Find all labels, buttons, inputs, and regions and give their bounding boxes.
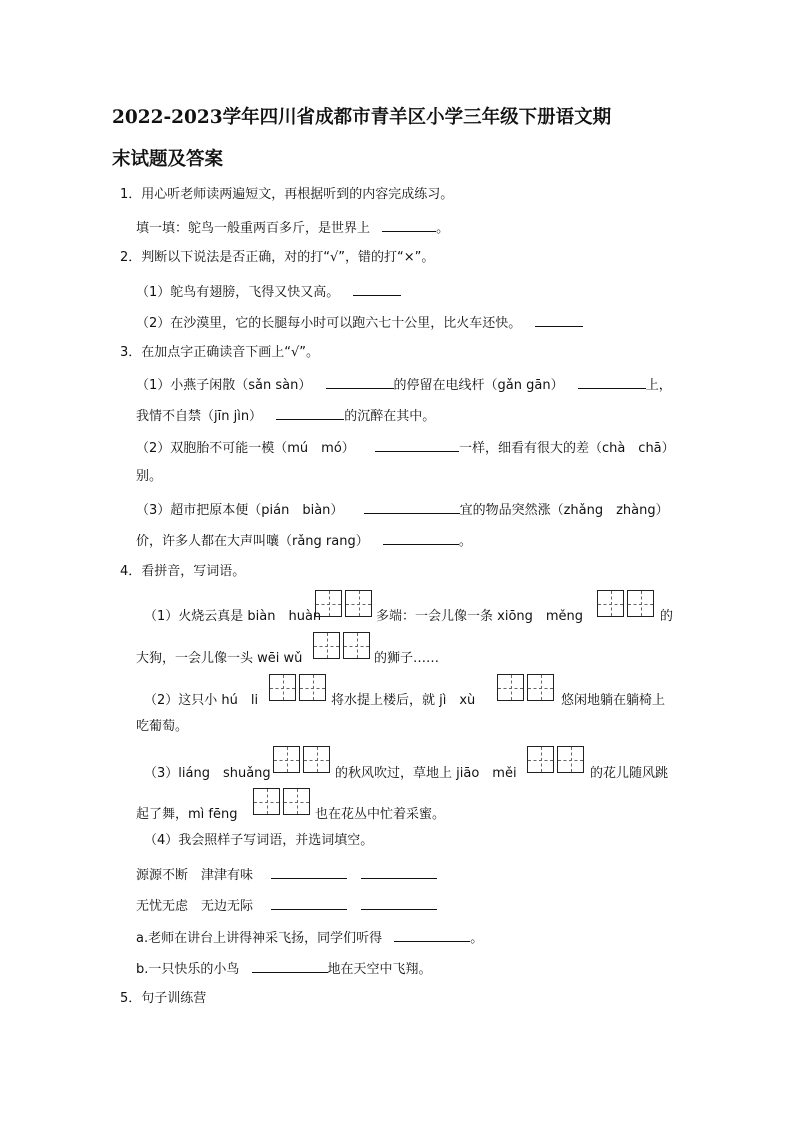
q2-item2 [136,312,583,333]
q4-blank-a[interactable] [394,927,470,942]
q1-stem: 1．用心听老师读两遍短文，再根据听到的内容完成练习。 [120,187,454,202]
writing-cell[interactable] [315,590,342,617]
q3-i1d: 我情不自禁（jīn jìn） [136,409,263,424]
q3-i1a: （1）小燕子闲散（sǎn sàn） [136,378,312,393]
q3-i3b: 宜的物品突然涨（zhǎng zhàng） [459,503,669,518]
q4-blank-b[interactable] [252,958,328,973]
q2-stem: 2．判断以下说法是否正确，对的打“√”，错的打“×”。 [120,250,435,265]
q4-p1e: 的狮子…… [374,651,440,666]
q3-i3d: 。 [458,534,472,549]
writing-cell[interactable] [345,590,372,617]
writing-cell[interactable] [627,590,654,617]
q3-blank-5[interactable] [364,499,460,514]
q3-i3c: 价，许多人都在大声叫嚷（rǎng rang） [136,534,369,549]
q3-item3-line1 [136,499,669,520]
q4-sentence-a [136,927,483,948]
writing-cell[interactable] [527,746,554,773]
q1-fill-text: 填一填：鸵鸟一般重两百多斤，是世界上 [136,221,371,236]
writing-cell[interactable] [313,632,340,659]
q4-p2b: 将水提上楼后，就 jì xù [331,693,476,708]
q3-i2a: （2）双胞胎不可能一模（mú mó） [136,441,355,456]
q3-blank-3[interactable] [276,405,344,420]
q3-item1-line1 [136,374,672,395]
grid-jixu[interactable] [497,674,557,701]
q3-item3-line2 [136,530,472,551]
q4-p2c: 悠闲地躺在躺椅上 [561,693,666,708]
q3-blank-4[interactable] [375,437,459,452]
q4-p2d: 吃葡萄。 [136,719,189,734]
q3-stem: 3．在加点字正确读音下画上“√”。 [120,345,320,360]
writing-cell[interactable] [497,674,524,701]
q3-item1-line2 [136,405,435,426]
q4-p2a: （2）这只小 hú li [144,693,259,708]
q4-p1c: 的 [660,609,674,624]
writing-cell[interactable] [253,788,280,815]
q2-item2-blank[interactable] [535,312,583,327]
writing-cell[interactable] [343,632,370,659]
q4-blank-1[interactable] [271,864,347,879]
q4-p3e: 也在花丛中忙着采蜜。 [315,807,446,822]
writing-cell[interactable] [597,590,624,617]
q4-ex2: 无忧无虑 无边无际 [136,899,254,914]
q1-fill-end: 。 [436,221,450,236]
q4-sa-end: 。 [470,931,484,946]
q1-blank[interactable] [382,217,436,232]
q4-p3b: 的秋风吹过，草地上 jiāo měi [335,766,517,781]
writing-cell[interactable] [527,674,554,701]
q3-item2-line1 [136,437,675,458]
q4-ex1: 源源不断 津津有味 [136,868,254,883]
q4-p1b: 多端：一会儿像一条 xiōng měng [376,609,584,624]
writing-cell[interactable] [283,788,310,815]
doc-title-line1: 2022-2023学年四川省成都市青羊区小学三年级下册语文期 [112,107,612,128]
writing-cell[interactable] [303,746,330,773]
grid-xiongmeng[interactable] [597,590,657,617]
grid-bianhuan[interactable] [315,590,375,617]
q3-i2c: 别。 [136,469,163,484]
grid-weiwu[interactable] [313,632,373,659]
q3-i1e: 的沉醉在其中。 [344,409,436,424]
q2-item1-blank[interactable] [353,281,401,296]
q4-sa: a.老师在讲台上讲得神采飞扬，同学们听得 [136,931,383,946]
q5-stem: 5．句子训练营 [120,991,207,1006]
q4-p4: （4）我会照样子写词语，并选词填空。 [144,833,374,848]
q3-i1c: 上， [645,378,672,393]
q3-blank-2[interactable] [578,374,646,389]
grid-jiaomei[interactable] [527,746,587,773]
q4-blank-3[interactable] [271,895,347,910]
q4-example-row1 [136,864,437,885]
doc-title-line2: 末试题及答案 [112,149,224,170]
q4-sb-end: 地在天空中飞翔。 [327,962,432,977]
grid-huli[interactable] [269,674,329,701]
q2-item1-text: （1）鸵鸟有翅膀，飞得又快又高。 [136,285,340,300]
q2-item1 [136,281,401,302]
q1-fill [136,217,449,238]
writing-cell[interactable] [557,746,584,773]
q4-sb: b.一只快乐的小鸟 [136,962,240,977]
q4-p1d: 大狗，一会儿像一头 wēi wǔ [136,651,303,666]
q4-p1a: （1）火烧云真是 biàn huàn [144,609,322,624]
q2-item2-text: （2）在沙漠里，它的长腿每小时可以跑六七十公里，比火车还快。 [136,316,522,331]
q3-i1b: 的停留在电线杆（gǎn gān） [393,378,564,393]
grid-mifeng[interactable] [253,788,313,815]
q3-blank-1[interactable] [326,374,394,389]
writing-cell[interactable] [273,746,300,773]
q4-p3d: 起了舞，mì fēng [136,807,238,822]
grid-liangshuang[interactable] [273,746,333,773]
q4-p3a: （3）liáng shuǎng [144,766,271,781]
q3-i2b: 一样，细看有很大的差（chà chā） [458,441,675,456]
q3-i3a: （3）超市把原本便（pián biàn） [136,503,344,518]
q4-stem: 4．看拼音，写词语。 [120,564,246,579]
q4-example-row2 [136,895,437,916]
q3-blank-6[interactable] [383,530,459,545]
q4-sentence-b [136,958,432,979]
q4-blank-4[interactable] [361,895,437,910]
writing-cell[interactable] [299,674,326,701]
writing-cell[interactable] [269,674,296,701]
q4-blank-2[interactable] [361,864,437,879]
q4-p3c: 的花儿随风跳 [590,766,669,781]
